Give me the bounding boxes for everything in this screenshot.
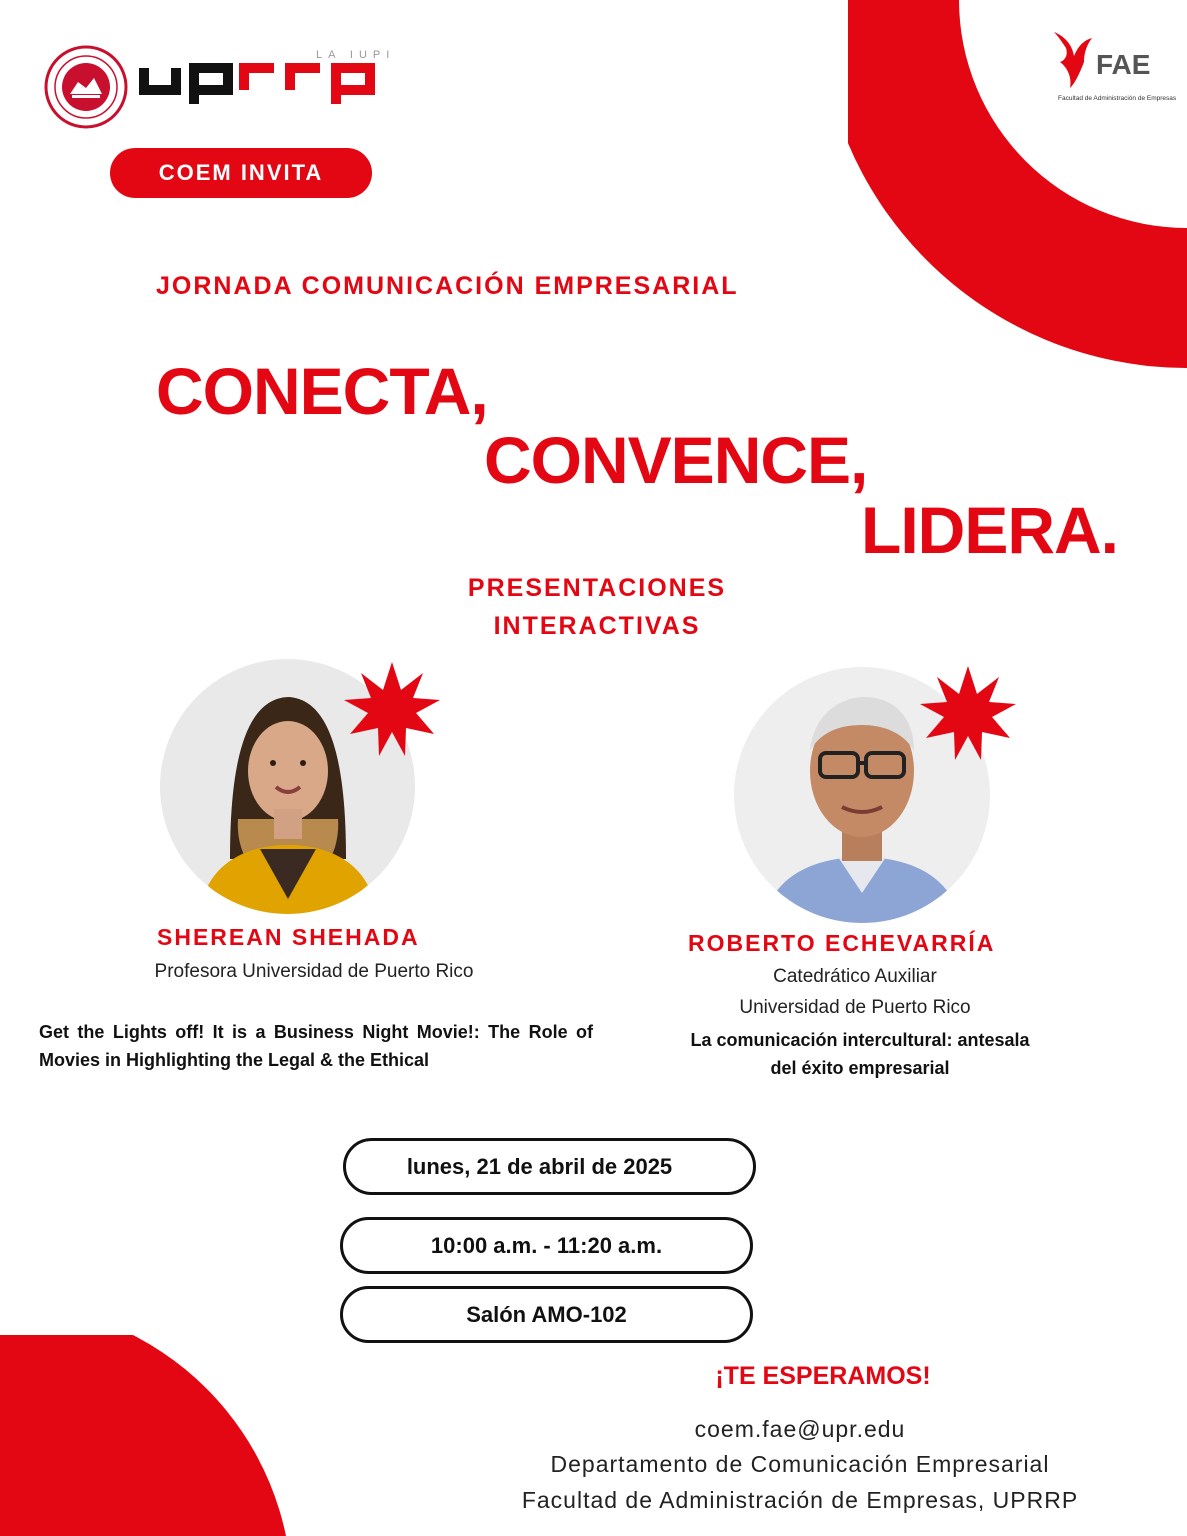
phoenix-icon bbox=[1054, 32, 1092, 88]
headline-line-1: CONECTA, bbox=[156, 354, 488, 428]
uprrp-logo bbox=[44, 44, 424, 130]
event-date: lunes, 21 de abril de 2025 bbox=[343, 1138, 756, 1195]
contact-faculty: Facultad de Administración de Empresas, UPRRP bbox=[521, 1487, 1079, 1513]
fae-logo bbox=[1044, 26, 1176, 108]
decorative-corner-arc-bottom-left bbox=[0, 1335, 300, 1536]
event-time: 10:00 a.m. - 11:20 a.m. bbox=[340, 1217, 753, 1274]
contact-email[interactable]: coem.fae@upr.edu bbox=[694, 1416, 906, 1442]
event-label: JORNADA COMUNICACIÓN EMPRESARIAL bbox=[156, 272, 739, 300]
university-seal-icon bbox=[46, 47, 126, 127]
speaker-1-talk-title: Get the Lights off! It is a Business Night Movie!: The Role of Movies in Highlighting the Legal & the Ethical bbox=[39, 1022, 593, 1070]
event-room: Salón AMO-102 bbox=[340, 1286, 753, 1343]
svg-text:Facultad de Administración de: Facultad de Administración de Empresas bbox=[1058, 95, 1176, 102]
starburst-icon bbox=[342, 660, 442, 760]
subtitle-line-1: PRESENTACIONES bbox=[467, 574, 727, 602]
speaker-1-role: Profesora Universidad de Puerto Rico bbox=[154, 961, 474, 982]
speaker-2-role-line-2: Universidad de Puerto Rico bbox=[739, 997, 971, 1018]
speaker-2-talk-title-line-1: La comunicación intercultural: antesala bbox=[690, 1030, 1030, 1050]
speaker-2-name: ROBERTO ECHEVARRÍA bbox=[688, 930, 996, 956]
starburst-icon bbox=[918, 664, 1018, 764]
speaker-2-talk-title-line-2: del éxito empresarial bbox=[770, 1058, 950, 1078]
headline-line-3: LIDERA. bbox=[861, 493, 1118, 567]
speaker-1-name: SHEREAN SHEHADA bbox=[157, 924, 420, 950]
contact-department: Departamento de Comunicación Empresarial bbox=[550, 1451, 1050, 1477]
subtitle-line-2: INTERACTIVAS bbox=[493, 612, 701, 640]
call-to-action: ¡TE ESPERAMOS! bbox=[715, 1362, 931, 1390]
svg-text:LA IUPI: LA IUPI bbox=[316, 49, 396, 61]
headline-line-2: CONVENCE, bbox=[484, 423, 868, 497]
speaker-2-role-line-1: Catedrático Auxiliar bbox=[773, 966, 937, 987]
invite-badge: COEM INVITA bbox=[110, 148, 372, 198]
svg-text:FAE: FAE bbox=[1096, 49, 1151, 80]
